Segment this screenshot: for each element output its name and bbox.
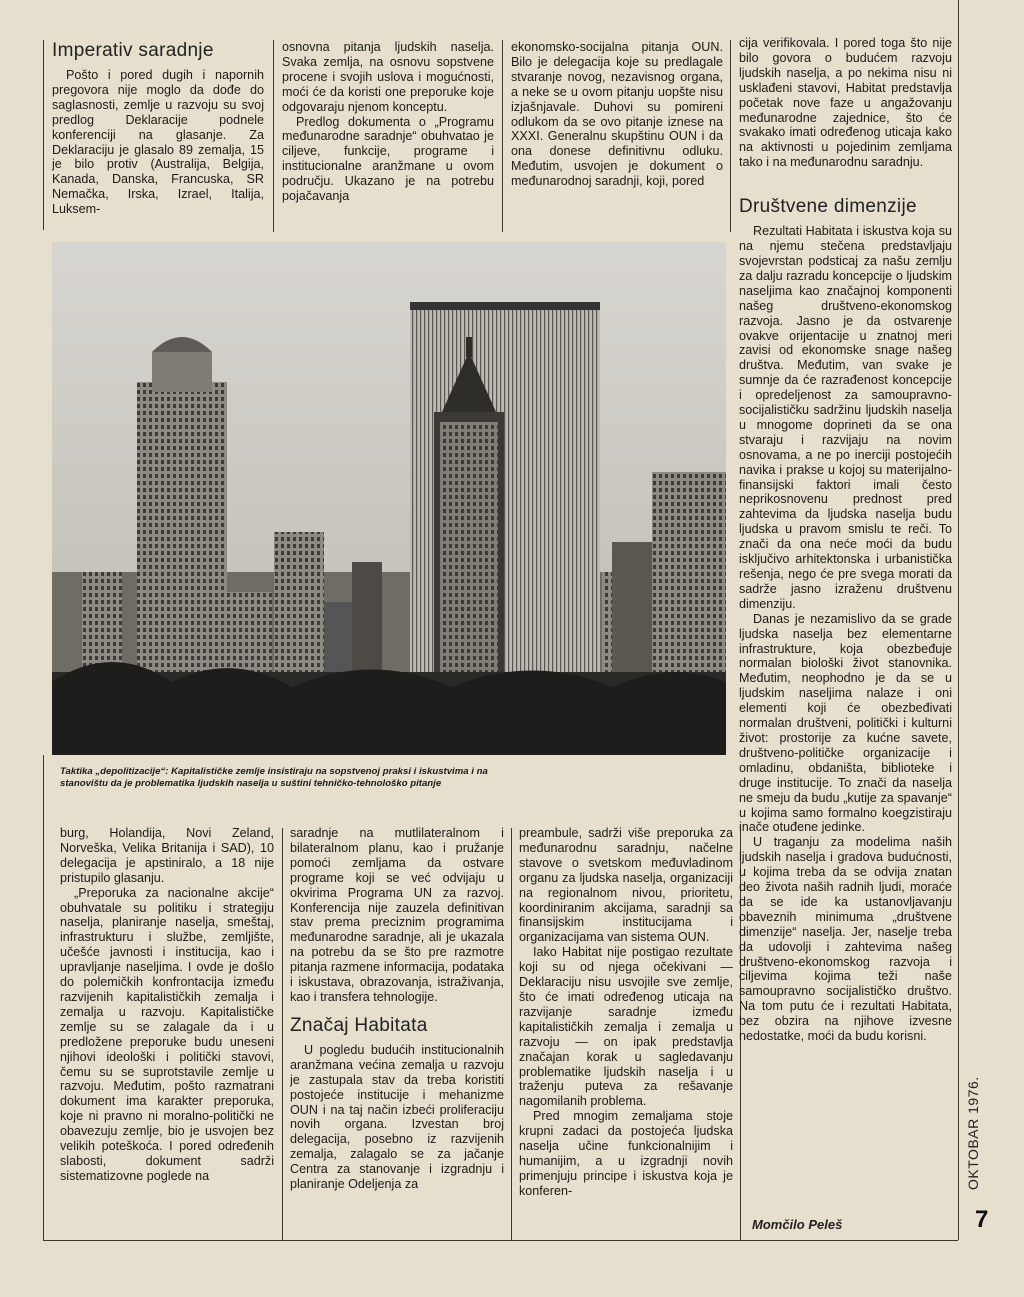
paragraph: „Preporuka za nacionalne akcije“ obuhvatale su politiku i strategiju naselja, planiranje naselja, smeštaj, infrastrukturu i službe, zemljište, učešće javnosti i institucija, kao i upravljanje naseljima. I ovde je došlo do polemičkih konfrontacija između razvijenih kapitalističkih zemalja i zemalja u razvoju. Kapitalističke zemlje su se zalagale da i u predložene preporuke budu uneseni njihovi ideološki i politički stavovi, čemu su se suprotstavile zemlje u razvoju. Međutim, pošto razmatrani dokument ima karakter preporuka, koje ni pravno ni moralno-politički ne obavezuju zemlje, bio je usvojen bez velikih poteškoća. I pored određenih slabosti, dokument sadrži sistematizovne poglede na	[60, 885, 274, 1183]
column-1-top	[52, 40, 264, 230]
heading-znacaj-habitata: Značaj Habitata	[290, 1014, 428, 1036]
page-number: 7	[975, 1206, 989, 1233]
paragraph: Danas je nezamislivo da se grade ljudska naselja bez elementarne infrastrukture, koja obezbeđuje normalan biološki život stanovnika. Međutim, neophodno je da se u ljudskim naseljima nalaze i oni elementi koji će obezbeđivati normalan društveni, politički i kulturni život: prostorije za kućne savete, društveno-političke organizacije i omladinu, obdaništa, biblioteke i druge institucije. To znači da naselja ne smeju da budu „kutije za spavanje“ u kojima samo formalno koegzistiraju inače otuđene jedinke.	[739, 611, 952, 835]
issue-date: OKTOBAR 1976.	[965, 1076, 981, 1190]
paragraph: Pošto i pored dugih i napornih pregovora nije moglo da dođe do saglasnosti, zemlje u razvoju su svoj predlog Deklaracije podnele konferenciji na glasanje. Za Deklaraciju je glasalo 89 zemalja, 15 je bilo protiv (Australija, Belgija, Kanada, Danska, Francuska, SR Nemačka, Irska, Izrael, Italija, Luksem-	[52, 68, 264, 217]
paragraph: burg, Holandija, Novi Zeland, Norveška, Velika Britanija i SAD), 10 delegacija je apstiniralo, a 18 nije pristupilo glasanju.	[60, 826, 274, 885]
paragraph: osnovna pitanja ljudskih naselja. Svaka zemlja, na osnovu sopstvene procene i svojih uslova i mogućnosti, moći će da koristi one preporuke koje odgovaraju njenom konceptu.	[282, 40, 494, 114]
skyline-illustration	[52, 242, 726, 755]
photo-caption: Taktika „depolitizacije“: Kapitalističke zemlje insistiraju na sopstvenoj praksi i iskustvima i na stanovištu da je problematika ljudskih naselja u suštini tehničko-tehnološko pitanje	[60, 766, 488, 789]
heading-imperativ-saradnje: Imperativ saradnje	[52, 40, 214, 61]
heading-drustvene-dimenzije: Društvene dimenzije	[739, 196, 917, 218]
column-4	[739, 36, 952, 1206]
bottom-rule	[43, 1240, 958, 1241]
column-3-bottom	[519, 826, 733, 1240]
paragraph: Iako Habitat nije postigao rezultate koji su od njega očekivani — Deklaraciju nisu usvojile sve zemlje, što će imati određenog uticaja na razvijanje saradnje između kapitalističkih zemalja i zemalja u razvoju — on ipak predstavlja značajan korak u sagledavanju problematike ljudskih naselja i u traženju puteva za rešavanje nagomilanih problema.	[519, 945, 733, 1109]
paragraph: saradnje na mutlilateralnom i bilateralnom planu, kao i pružanje pomoći zemljama da ostvare programe koji se već odvijaju u okvirima Programa UN za razvoj. Konferencija nije zauzela definitivan stav prema preciznim programima međunarodne saradnje, ali je ukazala na potrebu da se što pre razmotre pitanja razmene informacija, podataka i iskustava, obrazovanja, istraživanja, kao i transfera tehnologije.	[290, 826, 504, 1004]
left-margin-rule	[43, 755, 44, 1240]
column-rule-left-top	[43, 40, 44, 230]
column-rule-2	[502, 40, 503, 232]
paragraph: U pogledu budućih institucionalnih aranžmana većina zemalja u razvoju je zastupala stav da treba koristiti postojeće institucije i mehanizme OUN i na taj način izbeći proliferaciju novih organa. Izvestan broj delegacija, posebno iz razvijenih zemalja, zalagalo se za jačanje Centra za stanovanje i izgradnju i planiranje Odeljenja za	[290, 1042, 504, 1192]
column-rule-1	[273, 40, 274, 232]
paragraph: ekonomsko-socijalna pitanja OUN. Bilo je delegacija koje su predlagale stvaranje novog, nezavisnog organa, a neke se u ovom pitanju uopšte nisu izjašnjavale. Duhovi su pomireni odlukom da se ovo pitanje iznese na XXXI. Generalnu skupštinu OUN i da ona donese definitivnu odluku. Međutim, usvojen je dokument o međunarodnoj saradnji, koji, pored	[511, 40, 723, 189]
paragraph: Rezultati Habitata i iskustva koja su na njemu stečena predstavljaju svojevrstan podsticaj za našu zemlju za dalju razradu koncepcije o ljudskim naseljima kao značajnoj komponenti našeg društveno-ekonomskog razvoja. Jasno je da ostvarenje ovakve orijentacije u znatnoj meri zavisi od ekonomske snage našeg društva. Međutim, van svake je sumnje da će razrađenost koncepcije i opredeljenost za samoupravno-socijalističku sadržinu ljudskih naselja u mnogome doprineti da se ona stvaraju i razvijaju na novim osnovama, a ne po inerciji postojećih navika i prakse u kojoj su materijalno-finansijski faktori imali često neprikosnovenu prednost pred zahtevima da ljudska naselja budu ljudska u pravom smislu te reči. To znači da ona neće moći da budu isključivo arhitektonska i urbanistička rešenja, nego će pre svega morati da sadrže jasno izraženu društvenu dimenziju.	[739, 224, 952, 611]
column-3-top	[511, 40, 723, 230]
column-2-top	[282, 40, 494, 230]
column-1-bottom	[60, 826, 274, 1240]
paragraph: preambule, sadrži više preporuka za međunarodnu saradnju, načelne stavove o svetskom međuvladinom organu za ljudska naselja, organizaciji na regionalnom nivou, prioritetu, koordiniranim akcijama, saradnji sa finansijskim institucijama i organizacijama van sistema OUN.	[519, 826, 733, 945]
skyline-photo	[52, 242, 726, 755]
author-signature: Momčilo Peleš	[752, 1217, 843, 1232]
column-rule-2-bottom	[511, 828, 512, 1240]
paragraph: Predlog dokumenta o „Programu međunarodne saradnje“ obuhvatao je ciljeve, funkcije, programe i institucionalne aranžmane u ovom području. Ukazano je na potrebu pojačavanja	[282, 114, 494, 204]
column-2-bottom	[290, 826, 504, 1240]
paragraph: cija verifikovala. I pored toga što nije bilo govora o budućem razvoju ljudskih naselja, a po nekima nisu ni usklađeni stavovi, Habitat predstavlja početak nove faze u angažovanju međunarodne zajednice, što će svakako imati određenog uticaja kako na aktivnosti u pojedinim zemljama tako i na međunarodnu saradnju.	[739, 36, 952, 170]
column-rule-3	[730, 40, 731, 232]
column-rule-1-bottom	[282, 828, 283, 1240]
paragraph: U traganju za modelima naših ljudskih naselja i gradova budućnosti, u kojima treba da se odvija znatan deo života naših radnih ljudi, moraće da se ide ka ustanovljavanju obaveznih minimuma „društvene dimenzije“ naselja. Jer, naselje treba da udovolji i zahtevima našeg društveno-ekonomskog razvoja i ciljevima kojima teži naše samoupravno socijalističko društvo. Na tom putu će i rezultati Habitata, bez obzira na njihove izvesne nedostatke, moći da budu korisni.	[739, 835, 952, 1044]
paragraph: Pred mnogim zemaljama stoje krupni zadaci da postojeća ljudska naselja učine funkcionalnijim i humanijim, a u izgradnji novih primenjuju principe i iskustva koja je konferen-	[519, 1109, 733, 1198]
right-margin-rule	[958, 0, 959, 1240]
